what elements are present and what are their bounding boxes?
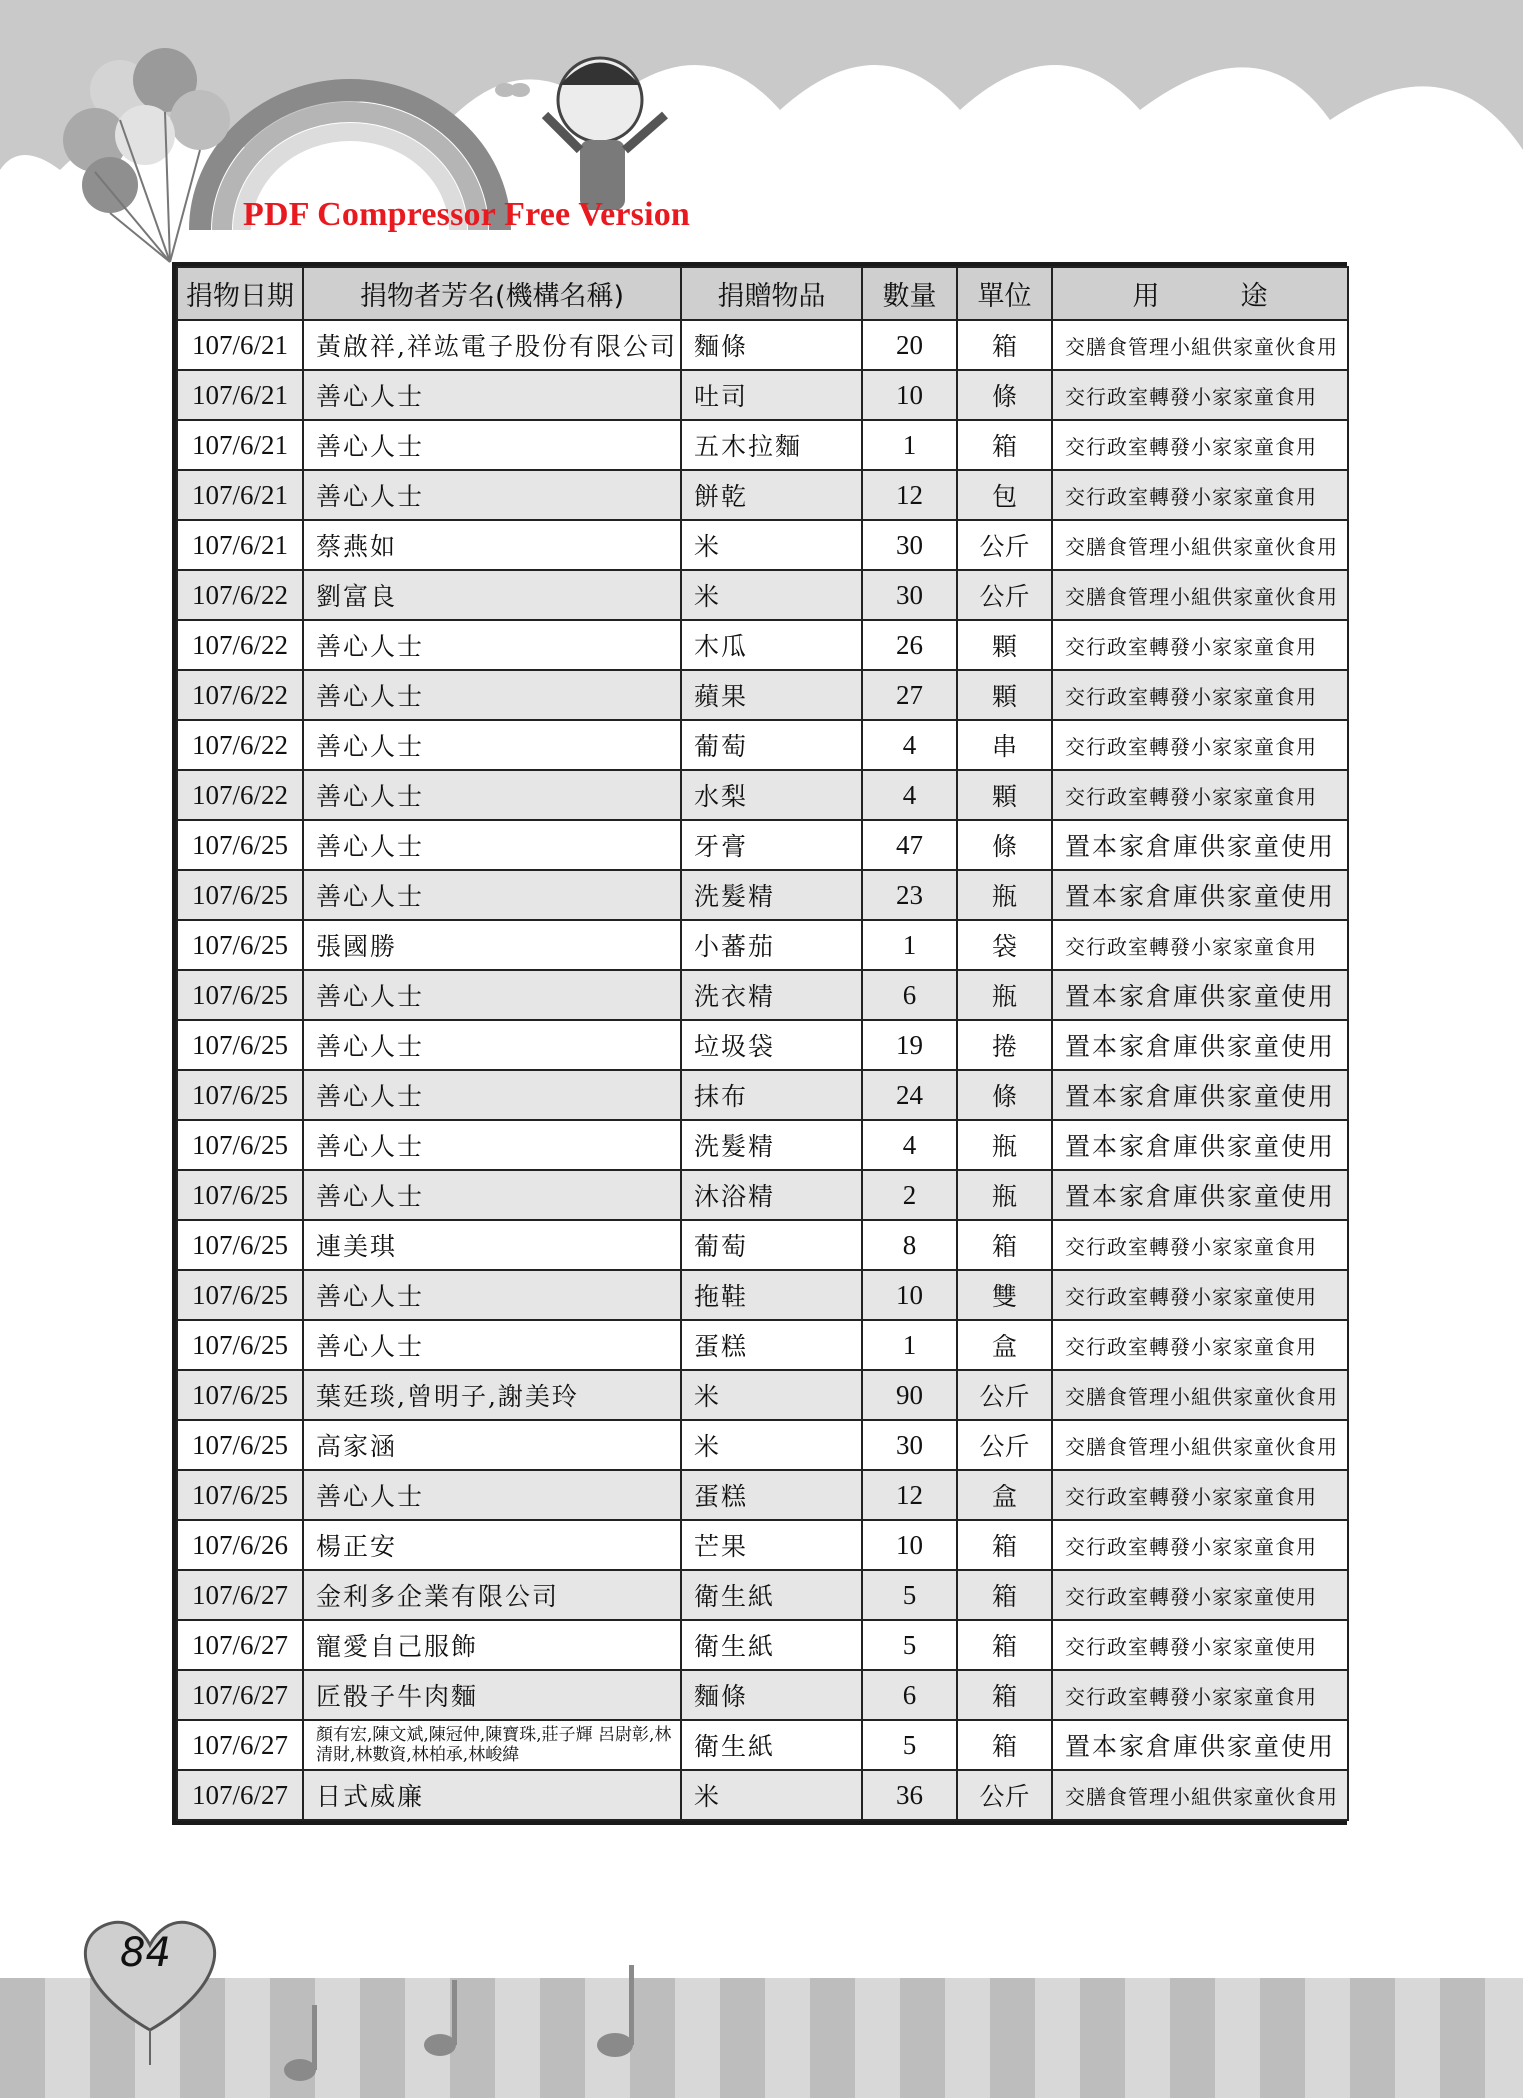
cell-qty: 30 <box>862 1420 957 1470</box>
cell-item: 麵條 <box>681 320 862 370</box>
cell-donor: 張國勝 <box>303 920 681 970</box>
cell-use: 交膳食管理小組供家童伙食用 <box>1052 570 1348 620</box>
cell-donor: 楊正安 <box>303 1520 681 1570</box>
cell-qty: 5 <box>862 1720 957 1770</box>
cell-item: 麵條 <box>681 1670 862 1720</box>
cell-item: 蛋糕 <box>681 1470 862 1520</box>
cell-donor: 善心人士 <box>303 1170 681 1220</box>
cell-qty: 2 <box>862 1170 957 1220</box>
cell-donor: 善心人士 <box>303 470 681 520</box>
cell-use: 交行政室轉發小家家童食用 <box>1052 720 1348 770</box>
table-row <box>177 1670 1348 1720</box>
table-row <box>177 720 1348 770</box>
cell-use: 交膳食管理小組供家童伙食用 <box>1052 1420 1348 1470</box>
cell-qty: 10 <box>862 370 957 420</box>
cell-item: 衛生紙 <box>681 1620 862 1670</box>
cell-item: 蘋果 <box>681 670 862 720</box>
cell-unit: 盒 <box>957 1320 1052 1370</box>
cell-donor: 連美琪 <box>303 1220 681 1270</box>
cell-use: 置本家倉庫供家童使用 <box>1052 1120 1348 1170</box>
cell-donor: 黃啟祥,祥竑電子股份有限公司 <box>303 320 681 370</box>
cell-qty: 5 <box>862 1620 957 1670</box>
cell-unit: 公斤 <box>957 520 1052 570</box>
table-row <box>177 1770 1348 1820</box>
cell-use: 交行政室轉發小家家童食用 <box>1052 1520 1348 1570</box>
cell-use: 交行政室轉發小家家童食用 <box>1052 1320 1348 1370</box>
cell-use: 交行政室轉發小家家童食用 <box>1052 420 1348 470</box>
table-row <box>177 820 1348 870</box>
cell-donor: 善心人士 <box>303 1470 681 1520</box>
cell-qty: 4 <box>862 770 957 820</box>
cell-item: 吐司 <box>681 370 862 420</box>
table-row <box>177 1420 1348 1470</box>
cell-use: 交行政室轉發小家家童食用 <box>1052 1220 1348 1270</box>
cell-donor: 寵愛自己服飾 <box>303 1620 681 1670</box>
cell-date: 107/6/21 <box>177 320 303 370</box>
cell-qty: 47 <box>862 820 957 870</box>
cell-item: 小蕃茄 <box>681 920 862 970</box>
cell-use: 交行政室轉發小家家童食用 <box>1052 470 1348 520</box>
table-row <box>177 1570 1348 1620</box>
cell-unit: 袋 <box>957 920 1052 970</box>
cell-donor: 善心人士 <box>303 770 681 820</box>
table-row <box>177 520 1348 570</box>
cell-donor: 匠骰子牛肉麵 <box>303 1670 681 1720</box>
table-row <box>177 320 1348 370</box>
table-row <box>177 420 1348 470</box>
cell-unit: 箱 <box>957 1620 1052 1670</box>
cell-qty: 6 <box>862 1670 957 1720</box>
cell-use: 交行政室轉發小家家童食用 <box>1052 920 1348 970</box>
cell-unit: 箱 <box>957 1670 1052 1720</box>
cell-use: 置本家倉庫供家童使用 <box>1052 1070 1348 1120</box>
cell-item: 葡萄 <box>681 720 862 770</box>
cell-date: 107/6/25 <box>177 1020 303 1070</box>
cell-item: 芒果 <box>681 1520 862 1570</box>
cell-donor: 日式威廉 <box>303 1770 681 1820</box>
cell-donor: 金利多企業有限公司 <box>303 1570 681 1620</box>
cell-qty: 23 <box>862 870 957 920</box>
cell-date: 107/6/25 <box>177 870 303 920</box>
cell-donor: 高家涵 <box>303 1420 681 1470</box>
cell-unit: 公斤 <box>957 1420 1052 1470</box>
cell-qty: 36 <box>862 1770 957 1820</box>
table-row <box>177 570 1348 620</box>
cell-donor: 善心人士 <box>303 1270 681 1320</box>
cell-donor: 善心人士 <box>303 670 681 720</box>
cell-use: 置本家倉庫供家童使用 <box>1052 1720 1348 1770</box>
cell-use: 交行政室轉發小家家童食用 <box>1052 370 1348 420</box>
cell-unit: 串 <box>957 720 1052 770</box>
cell-date: 107/6/21 <box>177 370 303 420</box>
table-row <box>177 1470 1348 1520</box>
cell-unit: 盒 <box>957 1470 1052 1520</box>
cell-date: 107/6/25 <box>177 1170 303 1220</box>
cell-item: 水梨 <box>681 770 862 820</box>
cell-unit: 瓶 <box>957 1120 1052 1170</box>
cell-date: 107/6/21 <box>177 420 303 470</box>
cell-unit: 條 <box>957 1070 1052 1120</box>
cell-date: 107/6/21 <box>177 520 303 570</box>
donation-table <box>172 262 1347 1825</box>
cell-unit: 公斤 <box>957 1770 1052 1820</box>
cell-qty: 5 <box>862 1570 957 1620</box>
table-row <box>177 1320 1348 1370</box>
cell-qty: 26 <box>862 620 957 670</box>
cell-donor: 葉廷琰,曾明子,謝美玲 <box>303 1370 681 1420</box>
cell-item: 洗髮精 <box>681 870 862 920</box>
cell-date: 107/6/25 <box>177 1420 303 1470</box>
cell-item: 抹布 <box>681 1070 862 1120</box>
table-row <box>177 1170 1348 1220</box>
cell-use: 交行政室轉發小家家童使用 <box>1052 1620 1348 1670</box>
table-row <box>177 920 1348 970</box>
cell-unit: 捲 <box>957 1020 1052 1070</box>
cell-unit: 公斤 <box>957 570 1052 620</box>
cell-unit: 條 <box>957 820 1052 870</box>
table-row <box>177 1220 1348 1270</box>
cell-qty: 20 <box>862 320 957 370</box>
cell-qty: 19 <box>862 1020 957 1070</box>
cell-date: 107/6/22 <box>177 620 303 670</box>
cell-date: 107/6/25 <box>177 970 303 1020</box>
cell-item: 洗髮精 <box>681 1120 862 1170</box>
watermark-text: PDF Compressor Free Version <box>243 196 691 233</box>
header-decoration <box>0 0 1523 290</box>
cell-date: 107/6/22 <box>177 770 303 820</box>
cell-qty: 30 <box>862 570 957 620</box>
cell-use: 置本家倉庫供家童使用 <box>1052 1170 1348 1220</box>
cell-use: 置本家倉庫供家童使用 <box>1052 1020 1348 1070</box>
page-number: 84 <box>120 1930 171 1976</box>
cell-date: 107/6/27 <box>177 1620 303 1670</box>
cell-use: 交行政室轉發小家家童食用 <box>1052 770 1348 820</box>
cell-date: 107/6/22 <box>177 720 303 770</box>
cell-unit: 箱 <box>957 1570 1052 1620</box>
cell-unit: 箱 <box>957 1720 1052 1770</box>
cell-donor: 劉富良 <box>303 570 681 620</box>
cell-item: 蛋糕 <box>681 1320 862 1370</box>
cell-qty: 90 <box>862 1370 957 1420</box>
header-qty: 數量 <box>862 267 957 320</box>
cell-unit: 公斤 <box>957 1370 1052 1420</box>
cell-use: 交行政室轉發小家家童食用 <box>1052 1670 1348 1720</box>
table-row <box>177 470 1348 520</box>
cell-donor: 善心人士 <box>303 1320 681 1370</box>
cell-donor: 善心人士 <box>303 820 681 870</box>
cell-item: 沐浴精 <box>681 1170 862 1220</box>
table-header-row <box>177 267 1348 320</box>
table-row <box>177 670 1348 720</box>
cell-use: 交膳食管理小組供家童伙食用 <box>1052 1370 1348 1420</box>
cell-donor: 蔡燕如 <box>303 520 681 570</box>
cell-unit: 條 <box>957 370 1052 420</box>
cell-qty: 10 <box>862 1270 957 1320</box>
cell-qty: 1 <box>862 420 957 470</box>
cell-use: 交行政室轉發小家家童使用 <box>1052 1570 1348 1620</box>
cell-date: 107/6/27 <box>177 1570 303 1620</box>
cell-unit: 顆 <box>957 620 1052 670</box>
cell-use: 交行政室轉發小家家童食用 <box>1052 1470 1348 1520</box>
cell-qty: 24 <box>862 1070 957 1120</box>
cell-qty: 4 <box>862 1120 957 1170</box>
cell-unit: 雙 <box>957 1270 1052 1320</box>
cell-item: 衛生紙 <box>681 1570 862 1620</box>
cell-unit: 顆 <box>957 670 1052 720</box>
header-unit: 單位 <box>957 267 1052 320</box>
cell-item: 垃圾袋 <box>681 1020 862 1070</box>
header-item: 捐贈物品 <box>681 267 862 320</box>
cell-qty: 6 <box>862 970 957 1020</box>
header-donor: 捐物者芳名(機構名稱) <box>303 267 681 320</box>
cell-date: 107/6/25 <box>177 920 303 970</box>
cell-date: 107/6/25 <box>177 1470 303 1520</box>
cell-item: 五木拉麵 <box>681 420 862 470</box>
cell-date: 107/6/22 <box>177 570 303 620</box>
cell-use: 交行政室轉發小家家童食用 <box>1052 670 1348 720</box>
table-row <box>177 1520 1348 1570</box>
table-row <box>177 870 1348 920</box>
cell-item: 米 <box>681 1420 862 1470</box>
cell-date: 107/6/25 <box>177 1220 303 1270</box>
cell-date: 107/6/21 <box>177 470 303 520</box>
cell-date: 107/6/26 <box>177 1520 303 1570</box>
cell-donor: 善心人士 <box>303 720 681 770</box>
cell-date: 107/6/25 <box>177 1320 303 1370</box>
table-row <box>177 620 1348 670</box>
cell-qty: 12 <box>862 1470 957 1520</box>
table-row <box>177 1370 1348 1420</box>
cell-unit: 箱 <box>957 1520 1052 1570</box>
cell-date: 107/6/25 <box>177 820 303 870</box>
cell-donor: 善心人士 <box>303 620 681 670</box>
cell-item: 米 <box>681 520 862 570</box>
cell-date: 107/6/27 <box>177 1720 303 1770</box>
cell-date: 107/6/27 <box>177 1770 303 1820</box>
cell-use: 交膳食管理小組供家童伙食用 <box>1052 320 1348 370</box>
cell-donor: 善心人士 <box>303 970 681 1020</box>
table-body <box>177 320 1348 1820</box>
cell-date: 107/6/27 <box>177 1670 303 1720</box>
table-row <box>177 1620 1348 1670</box>
table-row <box>177 1720 1348 1770</box>
table-row <box>177 1070 1348 1120</box>
cell-qty: 12 <box>862 470 957 520</box>
cell-donor: 顏有宏,陳文斌,陳冠仲,陳寶珠,莊子輝 呂尉彰,林清財,林數資,林柏承,林峻緯 <box>303 1720 681 1770</box>
cell-date: 107/6/25 <box>177 1270 303 1320</box>
cell-item: 洗衣精 <box>681 970 862 1020</box>
cell-donor: 善心人士 <box>303 1120 681 1170</box>
cell-use: 交膳食管理小組供家童伙食用 <box>1052 520 1348 570</box>
cell-unit: 瓶 <box>957 970 1052 1020</box>
cell-donor: 善心人士 <box>303 1020 681 1070</box>
cell-item: 牙膏 <box>681 820 862 870</box>
cell-item: 衛生紙 <box>681 1720 862 1770</box>
cell-unit: 箱 <box>957 1220 1052 1270</box>
cell-unit: 瓶 <box>957 870 1052 920</box>
cell-unit: 瓶 <box>957 1170 1052 1220</box>
table-row <box>177 970 1348 1020</box>
cell-use: 交行政室轉發小家家童使用 <box>1052 1270 1348 1320</box>
cell-donor: 善心人士 <box>303 1070 681 1120</box>
cell-item: 葡萄 <box>681 1220 862 1270</box>
cell-qty: 27 <box>862 670 957 720</box>
cell-date: 107/6/22 <box>177 670 303 720</box>
table-row <box>177 1120 1348 1170</box>
cell-qty: 10 <box>862 1520 957 1570</box>
cell-use: 交膳食管理小組供家童伙食用 <box>1052 1770 1348 1820</box>
cell-donor: 善心人士 <box>303 370 681 420</box>
cell-unit: 箱 <box>957 320 1052 370</box>
cell-item: 拖鞋 <box>681 1270 862 1320</box>
cell-date: 107/6/25 <box>177 1370 303 1420</box>
cell-qty: 1 <box>862 1320 957 1370</box>
cell-item: 餅乾 <box>681 470 862 520</box>
cell-unit: 箱 <box>957 420 1052 470</box>
cell-date: 107/6/25 <box>177 1120 303 1170</box>
cell-qty: 8 <box>862 1220 957 1270</box>
cell-item: 米 <box>681 1770 862 1820</box>
cell-donor: 善心人士 <box>303 420 681 470</box>
cell-qty: 1 <box>862 920 957 970</box>
cell-item: 木瓜 <box>681 620 862 670</box>
cell-unit: 顆 <box>957 770 1052 820</box>
cell-use: 置本家倉庫供家童使用 <box>1052 970 1348 1020</box>
cell-item: 米 <box>681 1370 862 1420</box>
cell-use: 置本家倉庫供家童使用 <box>1052 870 1348 920</box>
cell-use: 交行政室轉發小家家童食用 <box>1052 620 1348 670</box>
cell-qty: 4 <box>862 720 957 770</box>
cell-donor: 善心人士 <box>303 870 681 920</box>
cell-date: 107/6/25 <box>177 1070 303 1120</box>
header-date: 捐物日期 <box>177 267 303 320</box>
table-row <box>177 770 1348 820</box>
header-use: 用 途 <box>1052 267 1348 320</box>
cell-use: 置本家倉庫供家童使用 <box>1052 820 1348 870</box>
cell-unit: 包 <box>957 470 1052 520</box>
cell-item: 米 <box>681 570 862 620</box>
table-row <box>177 1270 1348 1320</box>
cell-qty: 30 <box>862 520 957 570</box>
table-row <box>177 370 1348 420</box>
table-row <box>177 1020 1348 1070</box>
